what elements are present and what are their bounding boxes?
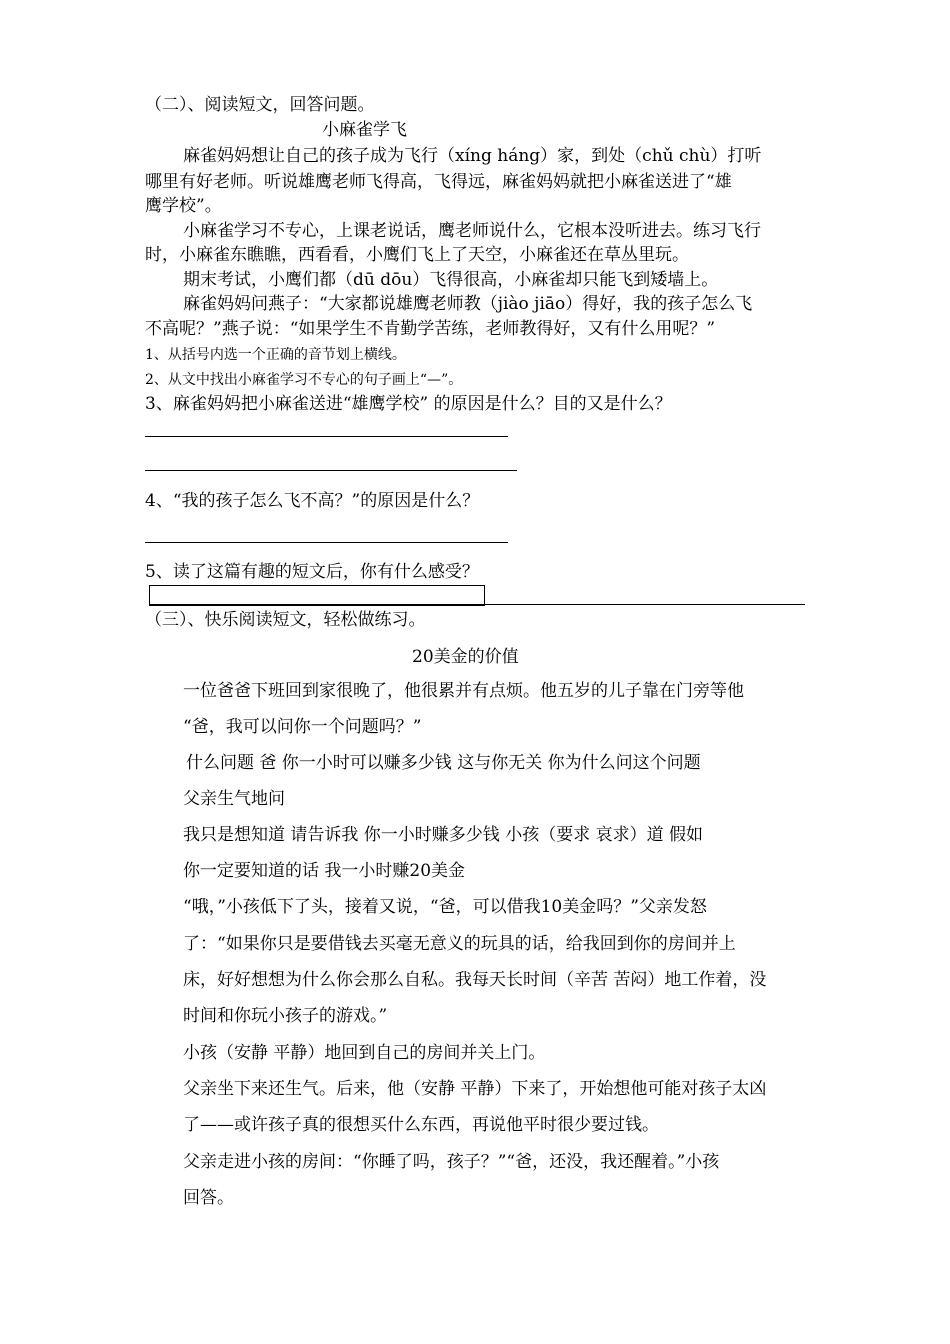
answer-line-3b[interactable]: [145, 470, 517, 471]
question-2: 2、从文中找出小麻雀学习不专心的句子画上“—”。: [145, 372, 463, 388]
story2-line6: 你一定要知道的话 我一小时赚20美金: [183, 861, 466, 881]
story2-line2: “爸，我可以问你一个问题吗？”: [183, 717, 422, 737]
story1-paragraph4-line2: 不高呢？”燕子说：“如果学生不肯勤学苦练，老师教得好，又有什么用呢？”: [145, 319, 716, 339]
section2-heading: （二）、阅读短文，回答问题。: [145, 95, 375, 115]
story2-title: 20美金的价值: [412, 647, 519, 667]
story2-line11: 小孩（安静 平静）地回到自己的房间并关上门。: [183, 1043, 546, 1063]
story1-paragraph4-line1: 麻雀妈妈问燕子：“大家都说雄鹰老师教（jiào jiāo）得好，我的孩子怎么飞: [183, 294, 753, 314]
story2-line13: 了——或许孩子真的很想买什么东西，再说他平时很少要过钱。: [183, 1115, 659, 1135]
answer-line-3a[interactable]: [145, 436, 508, 437]
story1-title: 小麻雀学飞: [322, 120, 407, 140]
question-1: 1、从括号内选一个正确的音节划上横线。: [145, 347, 406, 363]
story2-line12: 父亲坐下来还生气。后来，他（安静 平静）下来了，开始想他可能对孩子太凶: [183, 1079, 767, 1099]
story1-paragraph1-line3: 鹰学校”。: [145, 196, 222, 216]
story2-line8: 了：“如果你只是要借钱去买毫无意义的玩具的话，给我回到你的房间并上: [183, 934, 736, 954]
answer-line-5[interactable]: [149, 604, 805, 605]
story1-paragraph3-line1: 期末考试，小鹰们都（dū dōu）飞得很高，小麻雀却只能飞到矮墙上。: [183, 270, 719, 290]
story1-paragraph1-line1: 麻雀妈妈想让自己的孩子成为飞行（xíng háng）家，到处（chǔ chù）打听: [183, 146, 762, 166]
answer-box-5[interactable]: [149, 585, 485, 606]
story2-line14: 父亲走进小孩的房间：“你睡了吗，孩子？”“爸，还没，我还醒着。”小孩: [183, 1152, 720, 1172]
story2-line15: 回答。: [183, 1188, 234, 1208]
story2-line4: 父亲生气地问: [183, 789, 285, 809]
story2-line1: 一位爸爸下班回到家很晚了，他很累并有点烦。他五岁的儿子靠在门旁等他: [183, 681, 744, 701]
story2-line7: “哦，”小孩低下了头，接着又说，“爸，可以借我10美金吗？”父亲发怒: [183, 897, 707, 917]
story2-line5: 我只是想知道 请告诉我 你一小时赚多少钱 小孩（要求 哀求）道 假如: [183, 825, 704, 845]
question-5: 5、读了这篇有趣的短文后，你有什么感受？: [145, 562, 479, 582]
story2-line3: 什么问题 爸 你一小时可以赚多少钱 这与你无关 你为什么问这个问题: [186, 753, 701, 773]
story1-paragraph2-line1: 小麻雀学习不专心，上课老说话，鹰老师说什么，它根本没听进去。练习飞行: [183, 221, 761, 241]
story2-line9: 床，好好想想为什么你会那么自私。我每天长时间（辛苦 苦闷）地工作着，没: [183, 970, 767, 990]
story1-paragraph2-line2: 时，小麻雀东瞧瞧，西看看，小鹰们飞上了天空，小麻雀还在草丛里玩。: [145, 245, 689, 265]
story2-line10: 时间和你玩小孩子的游戏。”: [183, 1006, 388, 1026]
question-4: 4、“我的孩子怎么飞不高？”的原因是什么？: [145, 491, 480, 511]
section3-heading: （三）、快乐阅读短文，轻松做练习。: [145, 610, 426, 630]
story1-paragraph1-line2: 哪里有好老师。听说雄鹰老师飞得高，飞得远，麻雀妈妈就把小麻雀送进了“雄: [145, 172, 732, 192]
question-3: 3、麻雀妈妈把小麻雀送进“雄鹰学校” 的原因是什么？目的又是什么？: [145, 394, 672, 414]
answer-line-4[interactable]: [145, 542, 508, 543]
